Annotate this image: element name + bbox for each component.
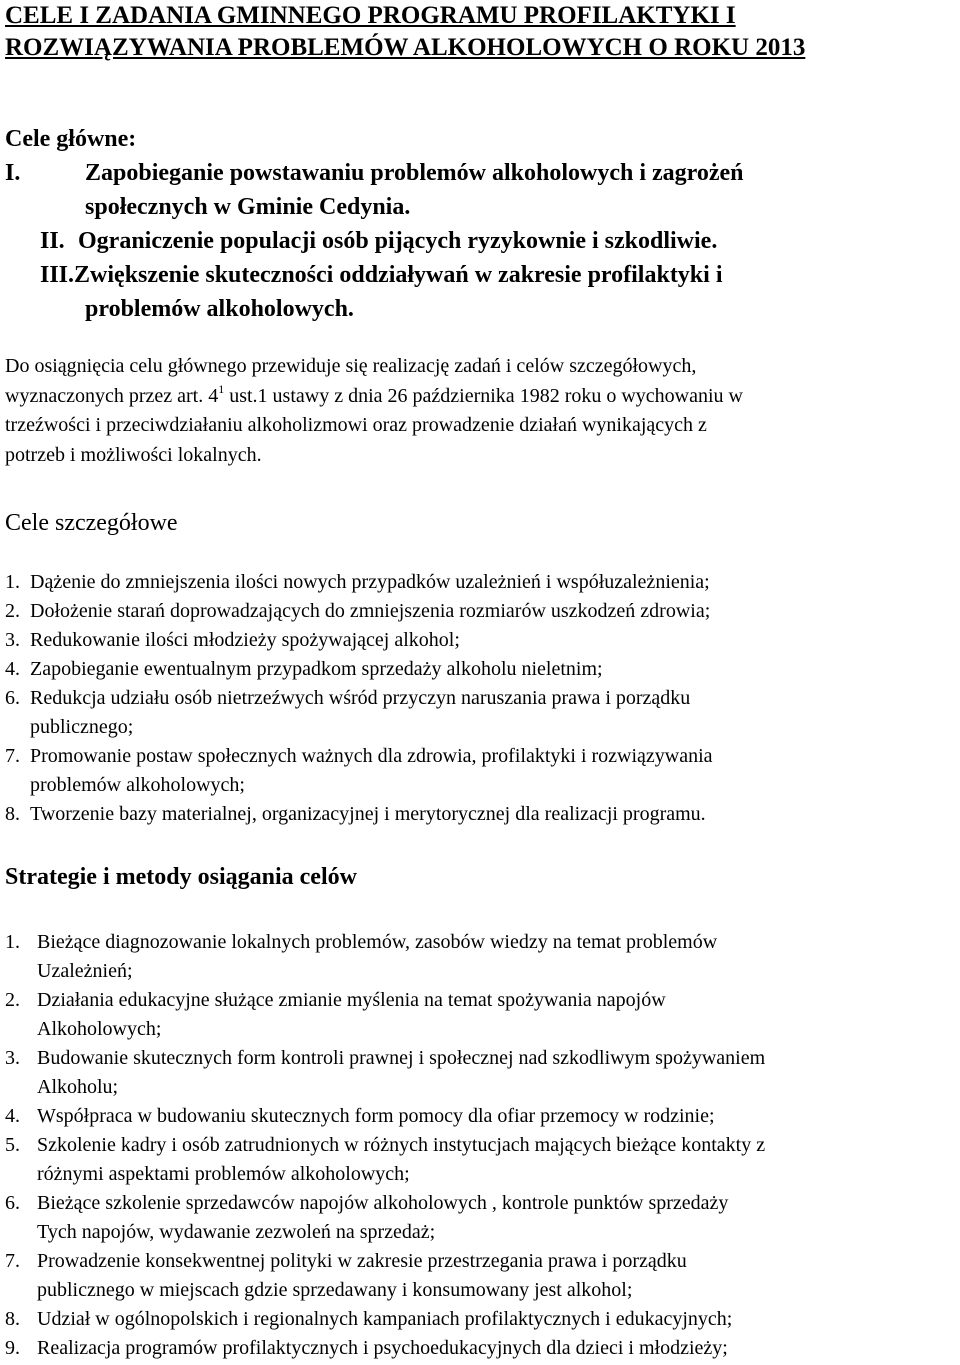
main-goal-text: Zwiększenie skuteczności oddziaływań w zakresie profilaktyki i	[74, 262, 723, 288]
list-item-text: Alkoholowych;	[37, 1018, 162, 1040]
list-item-text: Tworzenie bazy materialnej, organizacyjnej i merytorycznej dla realizacji programu.	[30, 803, 706, 825]
list-item	[5, 1044, 960, 1102]
main-goal-text: Zapobieganie powstawaniu problemów alkoholowych i zagrożeń	[85, 160, 744, 186]
list-item	[5, 684, 960, 742]
list-item-text: Szkolenie kadry i osób zatrudnionych w różnych instytucjach mających bieżące kontakty z	[37, 1134, 766, 1156]
list-item-number: 1.	[5, 571, 20, 593]
main-goals-heading: Cele główne:	[5, 126, 137, 152]
list-item-number: 8.	[5, 803, 20, 825]
main-goal-3	[40, 258, 723, 292]
list-item-text: Budowanie skutecznych form kontroli prawnej i społecznej nad szkodliwym spożywaniem	[37, 1047, 766, 1069]
list-item	[5, 800, 960, 829]
list-item	[5, 568, 960, 597]
list-item-text: Zapobieganie ewentualnym przypadkom sprzedaży alkoholu nieletnim;	[30, 658, 603, 680]
list-item-text: Redukcja udziału osób nietrzeźwych wśród przyczyn naruszania prawa i porządku	[30, 687, 691, 709]
list-item-number: 4.	[5, 1105, 20, 1127]
list-item-text: Współpraca w budowaniu skutecznych form pomocy dla ofiar przemocy w rodzinie;	[37, 1105, 715, 1127]
list-item-text: problemów alkoholowych;	[30, 774, 245, 796]
list-item	[5, 928, 960, 986]
list-item-number: 3.	[5, 1047, 20, 1069]
main-goal-number: II.	[40, 228, 65, 254]
list-item-number: 6.	[5, 1192, 20, 1214]
intro-line: Do osiągnięcia celu głównego przewiduje się realizację zadań i celów szczegółowych,	[5, 355, 697, 377]
list-item-text: Dążenie do zmniejszenia ilości nowych przypadków uzależnień i współuzależnienia;	[30, 571, 710, 593]
list-item-text: Bieżące diagnozowanie lokalnych problemów, zasobów wiedzy na temat problemów	[37, 931, 718, 953]
list-item-number: 3.	[5, 629, 20, 651]
main-goal-number: I.	[5, 160, 21, 186]
list-item-text: Działania edukacyjne służące zmianie myślenia na temat spożywania napojów	[37, 989, 666, 1011]
list-item-text: publicznego;	[30, 716, 134, 738]
list-item	[5, 1334, 960, 1363]
list-item-number: 4.	[5, 658, 20, 680]
list-item-text: Uzależnień;	[37, 960, 133, 982]
list-item-text: Bieżące szkolenie sprzedawców napojów alkoholowych , kontrole punktów sprzedaży	[37, 1192, 729, 1214]
list-item-number: 5.	[5, 1134, 20, 1156]
list-item-text: Tych napojów, wydawanie zezwoleń na sprzedaż;	[37, 1221, 436, 1243]
list-item	[5, 1189, 960, 1247]
list-item	[5, 1131, 960, 1189]
list-item-number: 1.	[5, 931, 20, 953]
main-goal-number: III.	[40, 262, 75, 288]
specific-goals-heading: Cele szczegółowe	[5, 510, 178, 536]
intro-text: wyznaczonych przez art. 4	[5, 384, 219, 407]
main-goal-1	[5, 156, 744, 190]
list-item	[5, 1247, 960, 1305]
list-item-text: Redukowanie ilości młodzieży spożywającej alkohol;	[30, 629, 460, 651]
strategies-heading: Strategie i metody osiągania celów	[5, 864, 357, 890]
list-item-text: publicznego w miejscach gdzie sprzedawany i konsumowany jest alkohol;	[37, 1279, 633, 1301]
list-item-text: Dołożenie starań doprowadzających do zmniejszenia rozmiarów uszkodzeń zdrowia;	[30, 600, 711, 622]
intro-line: potrzeb i możliwości lokalnych.	[5, 443, 262, 466]
list-item-number: 8.	[5, 1308, 20, 1330]
list-item	[5, 1102, 960, 1131]
list-item-text: Prowadzenie konsekwentnej polityki w zakresie przestrzegania prawa i porządku	[37, 1250, 687, 1272]
list-item-number: 2.	[5, 989, 20, 1011]
intro-paragraph	[5, 352, 955, 470]
intro-line: trzeźwości i przeciwdziałaniu alkoholizmowi oraz prowadzenie działań wynikających z	[5, 414, 707, 436]
list-item	[5, 1305, 960, 1334]
list-item	[5, 626, 960, 655]
title-line-2: ROZWIĄZYWANIA PROBLEMÓW ALKOHOLOWYCH O ROKU 2013	[5, 34, 806, 61]
superscript: 1	[218, 381, 225, 396]
list-item-number: 7.	[5, 1250, 20, 1272]
list-item-text: Udział w ogólnopolskich i regionalnych kampaniach profilaktycznych i edukacyjnych;	[37, 1308, 733, 1330]
main-goal-text: Ograniczenie populacji osób pijących ryzykownie i szkodliwie.	[78, 228, 718, 254]
list-item-text: Alkoholu;	[37, 1076, 119, 1098]
list-item-text: Promowanie postaw społecznych ważnych dla zdrowia, profilaktyki i rozwiązywania	[30, 745, 713, 767]
list-item-number: 9.	[5, 1337, 20, 1359]
main-goal-2	[40, 224, 717, 258]
main-goal-1-cont: społecznych w Gminie Cedynia.	[85, 194, 411, 220]
list-item-number: 2.	[5, 600, 20, 622]
list-item	[5, 597, 960, 626]
list-item-number: 7.	[5, 745, 20, 767]
list-item	[5, 986, 960, 1044]
main-goal-3-cont: problemów alkoholowych.	[85, 296, 354, 322]
list-item-number: 6.	[5, 687, 20, 709]
list-item-text: różnymi aspektami problemów alkoholowych;	[37, 1163, 410, 1185]
title-line-1: CELE I ZADANIA GMINNEGO PROGRAMU PROFILAKTYKI I	[5, 2, 736, 29]
list-item-text: Realizacja programów profilaktycznych i psychoedukacyjnych dla dzieci i młodzieży;	[37, 1337, 728, 1359]
intro-text: ust.1 ustawy z dnia 26 października 1982 roku o wychowaniu w	[224, 384, 743, 407]
list-item	[5, 742, 960, 800]
document-title	[5, 0, 955, 64]
list-item	[5, 655, 960, 684]
intro-line	[5, 382, 955, 412]
